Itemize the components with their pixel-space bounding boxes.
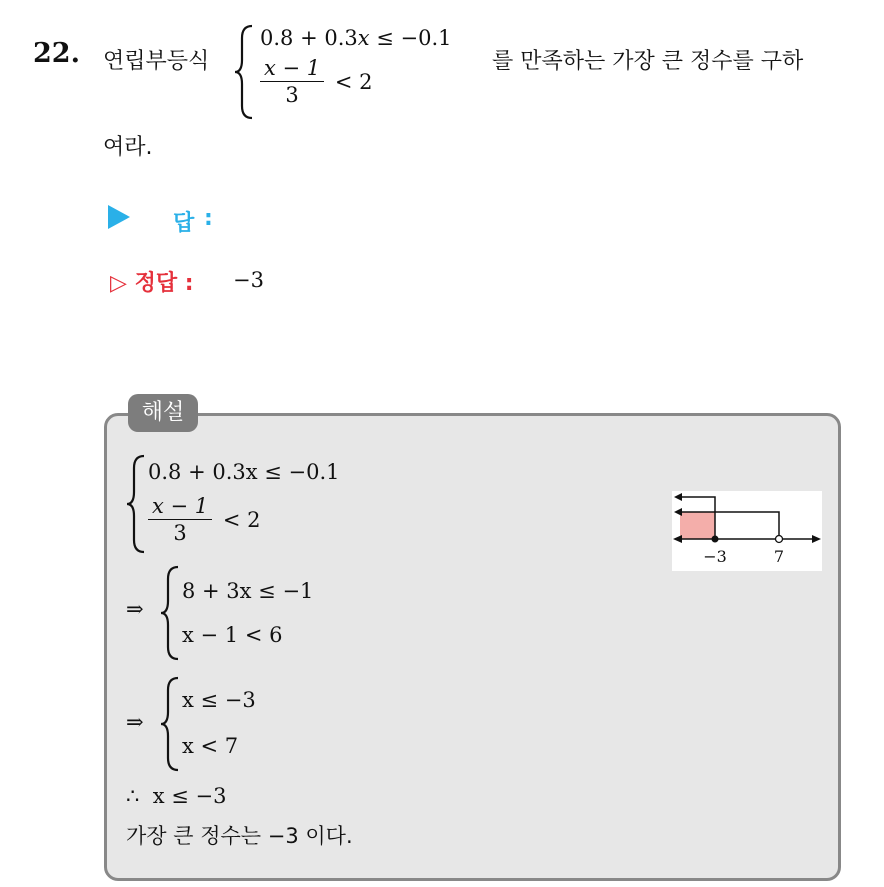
step0-rel: < 2 <box>222 507 261 532</box>
step2-arrow: ⇒ <box>126 710 144 734</box>
step1-ineq2: x − 1 < 6 <box>182 623 283 647</box>
step2-ineq1: x ≤ −3 <box>182 688 256 712</box>
step2-brace <box>160 674 182 774</box>
number-line-svg <box>672 491 822 571</box>
axis-right-arrowhead <box>812 535 821 543</box>
number-line-diagram <box>672 491 822 571</box>
step0-fraction <box>148 494 212 545</box>
solution-value: −3 <box>233 268 264 292</box>
ineq2-numerator: x − 1 <box>260 56 324 82</box>
step0-ineq2 <box>148 494 260 545</box>
explanation-step0 <box>126 452 386 556</box>
bracket2-arrowhead <box>674 508 682 516</box>
question-text-before: 연립부등식 <box>103 49 210 74</box>
point-neg3-closed <box>712 536 719 543</box>
question-system <box>234 22 464 122</box>
step1-arrow: ⇒ <box>126 597 144 621</box>
answer-arrow-icon <box>108 205 130 229</box>
system-ineq2 <box>260 56 372 107</box>
step0-numerator: x − 1 <box>148 494 212 520</box>
answer-colon: : <box>204 206 213 231</box>
step1-brace <box>160 563 182 663</box>
step2-ineq2: x < 7 <box>182 734 239 758</box>
question-text-wrap: 여라. <box>103 135 153 160</box>
explanation-step1 <box>160 563 360 663</box>
question-number: 22. <box>33 38 80 69</box>
ineq1-lhs: 0.8 + 0.3 <box>260 26 358 50</box>
step0-brace <box>126 452 148 556</box>
step0-ineq1: 0.8 + 0.3x ≤ −0.1 <box>148 460 340 484</box>
bracket1-arrowhead <box>674 493 682 501</box>
answer-label: 답 <box>173 211 195 236</box>
solution-label: ▷ 정답 : <box>110 271 194 296</box>
explanation-title: 해설 <box>128 394 198 432</box>
question-text-after: 를 만족하는 가장 큰 정수를 구하 <box>492 49 804 74</box>
point-7-open <box>776 536 783 543</box>
tick-label-7: 7 <box>773 547 785 566</box>
ineq2-rel: < 2 <box>334 69 373 94</box>
axis-left-arrowhead <box>673 535 682 543</box>
explanation-step2 <box>160 674 360 774</box>
step1-ineq1: 8 + 3x ≤ −1 <box>182 579 314 603</box>
system-brace <box>234 22 256 122</box>
step0-denominator: 3 <box>173 521 187 545</box>
ineq2-denominator: 3 <box>285 83 299 107</box>
system-ineq1 <box>260 26 452 50</box>
therefore-line: ∴ x ≤ −3 <box>126 784 227 808</box>
ineq1-rel: ≤ −0.1 <box>369 26 452 50</box>
conclusion-line: 가장 큰 정수는 −3 이다. <box>126 824 353 848</box>
shaded-region <box>680 512 715 539</box>
ineq2-fraction <box>260 56 324 107</box>
ineq1-var: x <box>357 26 370 50</box>
tick-label-neg3: −3 <box>703 547 727 566</box>
